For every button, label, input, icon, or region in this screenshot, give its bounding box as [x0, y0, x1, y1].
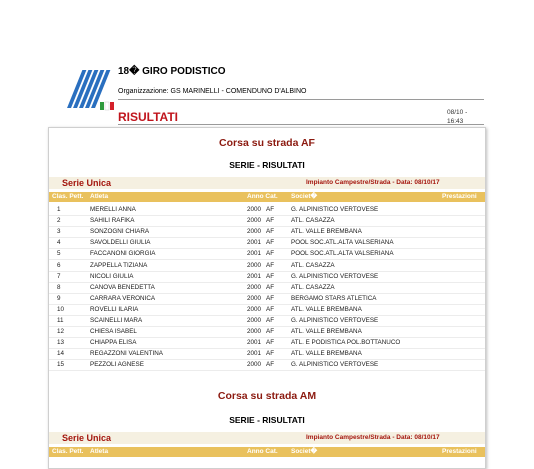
row-pos: 2: [57, 217, 61, 225]
row-year: 2001: [247, 339, 262, 347]
row-athlete: NICOLI GIULIA: [90, 272, 134, 280]
row-category: AF: [266, 283, 275, 291]
group-name: Serie Unica: [62, 178, 112, 188]
row-athlete: SCAINELLI MARA: [90, 317, 143, 324]
row-club: ATL. E PODISTICA POL.BOTTANUCO: [291, 339, 401, 347]
row-year: 2000: [247, 217, 262, 225]
row-category: AF: [266, 206, 275, 213]
col-club: Societ�: [291, 448, 318, 455]
row-club: POOL SOC.ATL.ALTA VALSERIANA: [291, 239, 394, 247]
row-club: G. ALPINISTICO VERTOVESE: [291, 317, 379, 324]
row-pos: 15: [57, 361, 65, 369]
row-category: AF: [266, 250, 275, 258]
organization-line: Organizzazione: GS MARINELLI - COMENDUNO D'ALBINO: [118, 88, 307, 95]
series-title: SERIE - RISULTATI: [229, 160, 305, 170]
group-name: Serie Unica: [62, 433, 112, 443]
row-year: 2000: [247, 283, 262, 291]
column-header-row: [49, 447, 485, 457]
print-time: 16:43: [447, 117, 464, 125]
column-header-row: [49, 192, 485, 202]
race-title: Corsa su strada AM: [217, 390, 317, 402]
row-category: AF: [266, 350, 275, 358]
col-performance: Prestazioni: [442, 193, 477, 200]
row-category: AF: [266, 228, 275, 236]
row-club: ATL. CASAZZA: [291, 283, 335, 291]
row-athlete: CANOVA BENEDETTA: [90, 283, 155, 291]
row-pos: 12: [57, 328, 65, 336]
col-year-cat: Anno Cat.: [247, 193, 278, 200]
row-athlete: CHIAPPA ELISA: [90, 339, 137, 347]
event-title: 18� GIRO PODISTICO: [118, 66, 226, 77]
row-athlete: FACCANONI GIORGIA: [90, 250, 156, 258]
group-bar: [49, 432, 485, 444]
row-year: 2001: [247, 350, 262, 358]
col-pos: Clas. Pett.: [52, 448, 84, 455]
row-category: AF: [266, 239, 275, 247]
row-category: AF: [266, 294, 275, 302]
row-club: ATL. VALLE BREMBANA: [291, 350, 362, 358]
row-year: 2000: [247, 361, 262, 369]
row-category: AF: [266, 317, 275, 324]
row-year: 2000: [247, 305, 262, 313]
row-club: G. ALPINISTICO VERTOVESE: [291, 206, 379, 213]
col-athlete: Atleta: [90, 193, 109, 200]
row-athlete: CARRARA VERONICA: [90, 294, 156, 302]
col-year-cat: Anno Cat.: [247, 448, 278, 455]
col-performance: Prestazioni: [442, 448, 477, 455]
row-category: AF: [266, 361, 275, 369]
row-pos: 9: [57, 294, 61, 302]
header-divider: [118, 99, 484, 100]
series-title: SERIE - RISULTATI: [229, 415, 305, 425]
group-info: Impianto Campestre/Strada - Data: 08/10/17: [306, 434, 440, 441]
row-category: AF: [266, 217, 275, 225]
row-club: ATL. VALLE BREMBANA: [291, 228, 362, 236]
row-athlete: ROVELLI ILARIA: [90, 305, 139, 313]
row-category: AF: [266, 261, 275, 269]
row-athlete: SONZOGNI CHIARA: [90, 228, 150, 236]
row-pos: 7: [57, 272, 61, 280]
row-pos: 14: [57, 350, 65, 358]
row-club: G. ALPINISTICO VERTOVESE: [291, 361, 379, 369]
row-pos: 13: [57, 339, 65, 347]
row-pos: 1: [57, 206, 61, 213]
row-athlete: REGAZZONI VALENTINA: [90, 350, 164, 358]
row-year: 2000: [247, 294, 262, 302]
row-year: 2000: [247, 328, 262, 336]
running-track-logo: [62, 66, 114, 114]
row-year: 2000: [247, 206, 262, 213]
results-divider: [118, 124, 484, 125]
row-athlete: CHIESA ISABEL: [90, 328, 137, 336]
col-athlete: Atleta: [90, 448, 109, 455]
row-pos: 5: [57, 250, 61, 258]
group-bar: [49, 177, 485, 189]
row-pos: 10: [57, 305, 65, 313]
row-club: ATL. CASAZZA: [291, 261, 335, 269]
row-pos: 6: [57, 261, 61, 269]
row-category: AF: [266, 339, 275, 347]
row-club: ATL. VALLE BREMBANA: [291, 305, 362, 313]
row-club: POOL SOC.ATL.ALTA VALSERIANA: [291, 250, 394, 258]
row-athlete: SAVOLDELLI GIULIA: [90, 239, 151, 247]
col-pos: Clas. Pett.: [52, 193, 84, 200]
col-club: Societ�: [291, 193, 318, 200]
row-athlete: SAHILI RAFIKA: [90, 217, 135, 225]
row-category: AF: [266, 305, 275, 313]
row-category: AF: [266, 328, 275, 336]
row-year: 2001: [247, 272, 262, 280]
table-row: [49, 359, 485, 371]
results-panel[interactable]: [48, 127, 486, 469]
row-athlete: MERELLI ANNA: [90, 206, 136, 213]
row-category: AF: [266, 272, 275, 280]
row-club: BERGAMO STARS ATLETICA: [291, 294, 377, 302]
row-pos: 8: [57, 283, 61, 291]
group-info: Impianto Campestre/Strada - Data: 08/10/17: [306, 179, 440, 186]
row-athlete: ZAPPELLA TIZIANA: [90, 261, 148, 269]
row-year: 2000: [247, 261, 262, 269]
race-title: Corsa su strada AF: [219, 137, 315, 149]
row-year: 2001: [247, 239, 262, 247]
row-club: G. ALPINISTICO VERTOVESE: [291, 272, 379, 280]
row-club: ATL. CASAZZA: [291, 217, 335, 225]
row-year: 2000: [247, 228, 262, 236]
row-pos: 11: [57, 317, 64, 324]
print-date: 08/10 -: [447, 109, 468, 116]
row-club: ATL. VALLE BREMBANA: [291, 328, 362, 336]
row-pos: 4: [57, 239, 61, 247]
row-athlete: PEZZOLI AGNESE: [90, 361, 144, 369]
row-pos: 3: [57, 228, 61, 236]
row-year: 2000: [247, 317, 262, 324]
row-year: 2001: [247, 250, 262, 258]
results-title: RISULTATI: [118, 110, 178, 124]
